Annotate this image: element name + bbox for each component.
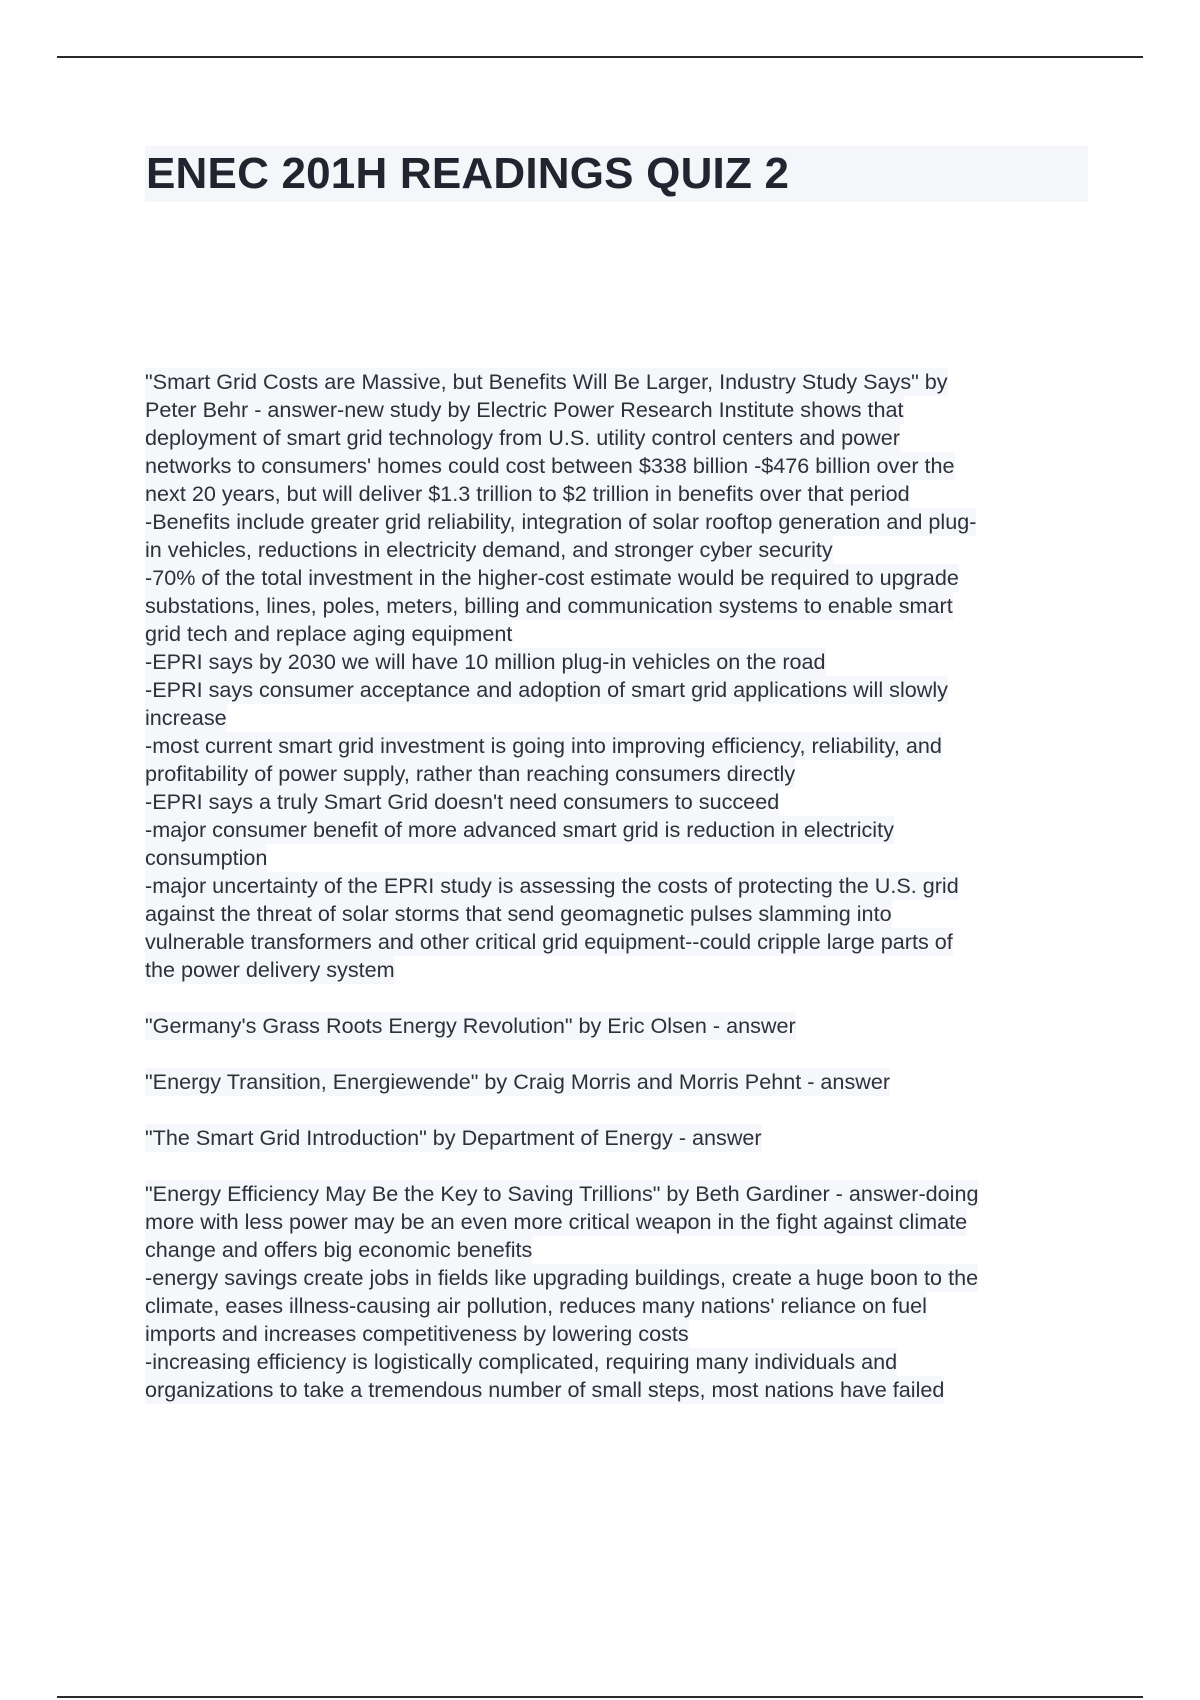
entry-text-line: change and offers big economic benefits bbox=[145, 1237, 533, 1262]
quiz-entries bbox=[145, 368, 1095, 1432]
entry-text-line: "The Smart Grid Introduction" by Department of Energy - answer bbox=[145, 1125, 762, 1150]
entry-text-line: -EPRI says by 2030 we will have 10 million plug-in vehicles on the road bbox=[145, 649, 826, 674]
entry-text-line: the power delivery system bbox=[145, 957, 395, 982]
quiz-entry bbox=[145, 1012, 1095, 1040]
entry-text-line: -major consumer benefit of more advanced smart grid is reduction in electricity bbox=[145, 817, 894, 842]
entry-text-line: "Energy Efficiency May Be the Key to Saving Trillions" by Beth Gardiner - answer-doing bbox=[145, 1181, 979, 1206]
entry-text-line: -Benefits include greater grid reliability, integration of solar rooftop generation and plug- bbox=[145, 509, 977, 534]
quiz-entry bbox=[145, 1124, 1095, 1152]
entry-text-line: organizations to take a tremendous number of small steps, most nations have failed bbox=[145, 1377, 945, 1402]
entry-text-line: more with less power may be an even more critical weapon in the fight against climate bbox=[145, 1209, 968, 1234]
entry-text-line: -EPRI says a truly Smart Grid doesn't need consumers to succeed bbox=[145, 789, 780, 814]
quiz-entry bbox=[145, 1180, 1095, 1404]
entry-text-line: increase bbox=[145, 705, 227, 730]
entry-text-line: against the threat of solar storms that send geomagnetic pulses slamming into bbox=[145, 901, 892, 926]
entry-text-line: deployment of smart grid technology from U.S. utility control centers and power bbox=[145, 425, 900, 450]
entry-text-line: grid tech and replace aging equipment bbox=[145, 621, 513, 646]
bottom-rule bbox=[57, 1696, 1143, 1698]
entry-text-line: -most current smart grid investment is going into improving efficiency, reliability, and bbox=[145, 733, 942, 758]
entry-text-line: networks to consumers' homes could cost between $338 billion -$476 billion over the bbox=[145, 453, 955, 478]
entry-text-line: "Germany's Grass Roots Energy Revolution" by Eric Olsen - answer bbox=[145, 1013, 796, 1038]
quiz-entry bbox=[145, 368, 1095, 984]
entry-text-line: substations, lines, poles, meters, billing and communication systems to enable smart bbox=[145, 593, 953, 618]
entry-text-line: profitability of power supply, rather than reaching consumers directly bbox=[145, 761, 796, 786]
entry-text-line: in vehicles, reductions in electricity demand, and stronger cyber security bbox=[145, 537, 833, 562]
entry-text-line: imports and increases competitiveness by lowering costs bbox=[145, 1321, 689, 1346]
entry-text-line: -EPRI says consumer acceptance and adoption of smart grid applications will slowly bbox=[145, 677, 948, 702]
entry-text-line: -increasing efficiency is logistically complicated, requiring many individuals and bbox=[145, 1349, 898, 1374]
entry-text-line: Peter Behr - answer-new study by Electric Power Research Institute shows that bbox=[145, 397, 904, 422]
top-rule bbox=[57, 56, 1143, 58]
page-title: ENEC 201H READINGS QUIZ 2 bbox=[145, 146, 1088, 202]
quiz-entry bbox=[145, 1068, 1095, 1096]
entry-text-line: -major uncertainty of the EPRI study is assessing the costs of protecting the U.S. grid bbox=[145, 873, 959, 898]
entry-text-line: "Energy Transition, Energiewende" by Craig Morris and Morris Pehnt - answer bbox=[145, 1069, 891, 1094]
entry-text-line: vulnerable transformers and other critical grid equipment--could cripple large parts of bbox=[145, 929, 953, 954]
entry-text-line: climate, eases illness-causing air pollution, reduces many nations' reliance on fuel bbox=[145, 1293, 927, 1318]
entry-text-line: consumption bbox=[145, 845, 268, 870]
entry-text-line: next 20 years, but will deliver $1.3 trillion to $2 trillion in benefits over that period bbox=[145, 481, 910, 506]
entry-text-line: -70% of the total investment in the higher-cost estimate would be required to upgrade bbox=[145, 565, 959, 590]
entry-text-line: "Smart Grid Costs are Massive, but Benefits Will Be Larger, Industry Study Says" by bbox=[145, 369, 948, 394]
entry-text-line: -energy savings create jobs in fields like upgrading buildings, create a huge boon to the bbox=[145, 1265, 979, 1290]
